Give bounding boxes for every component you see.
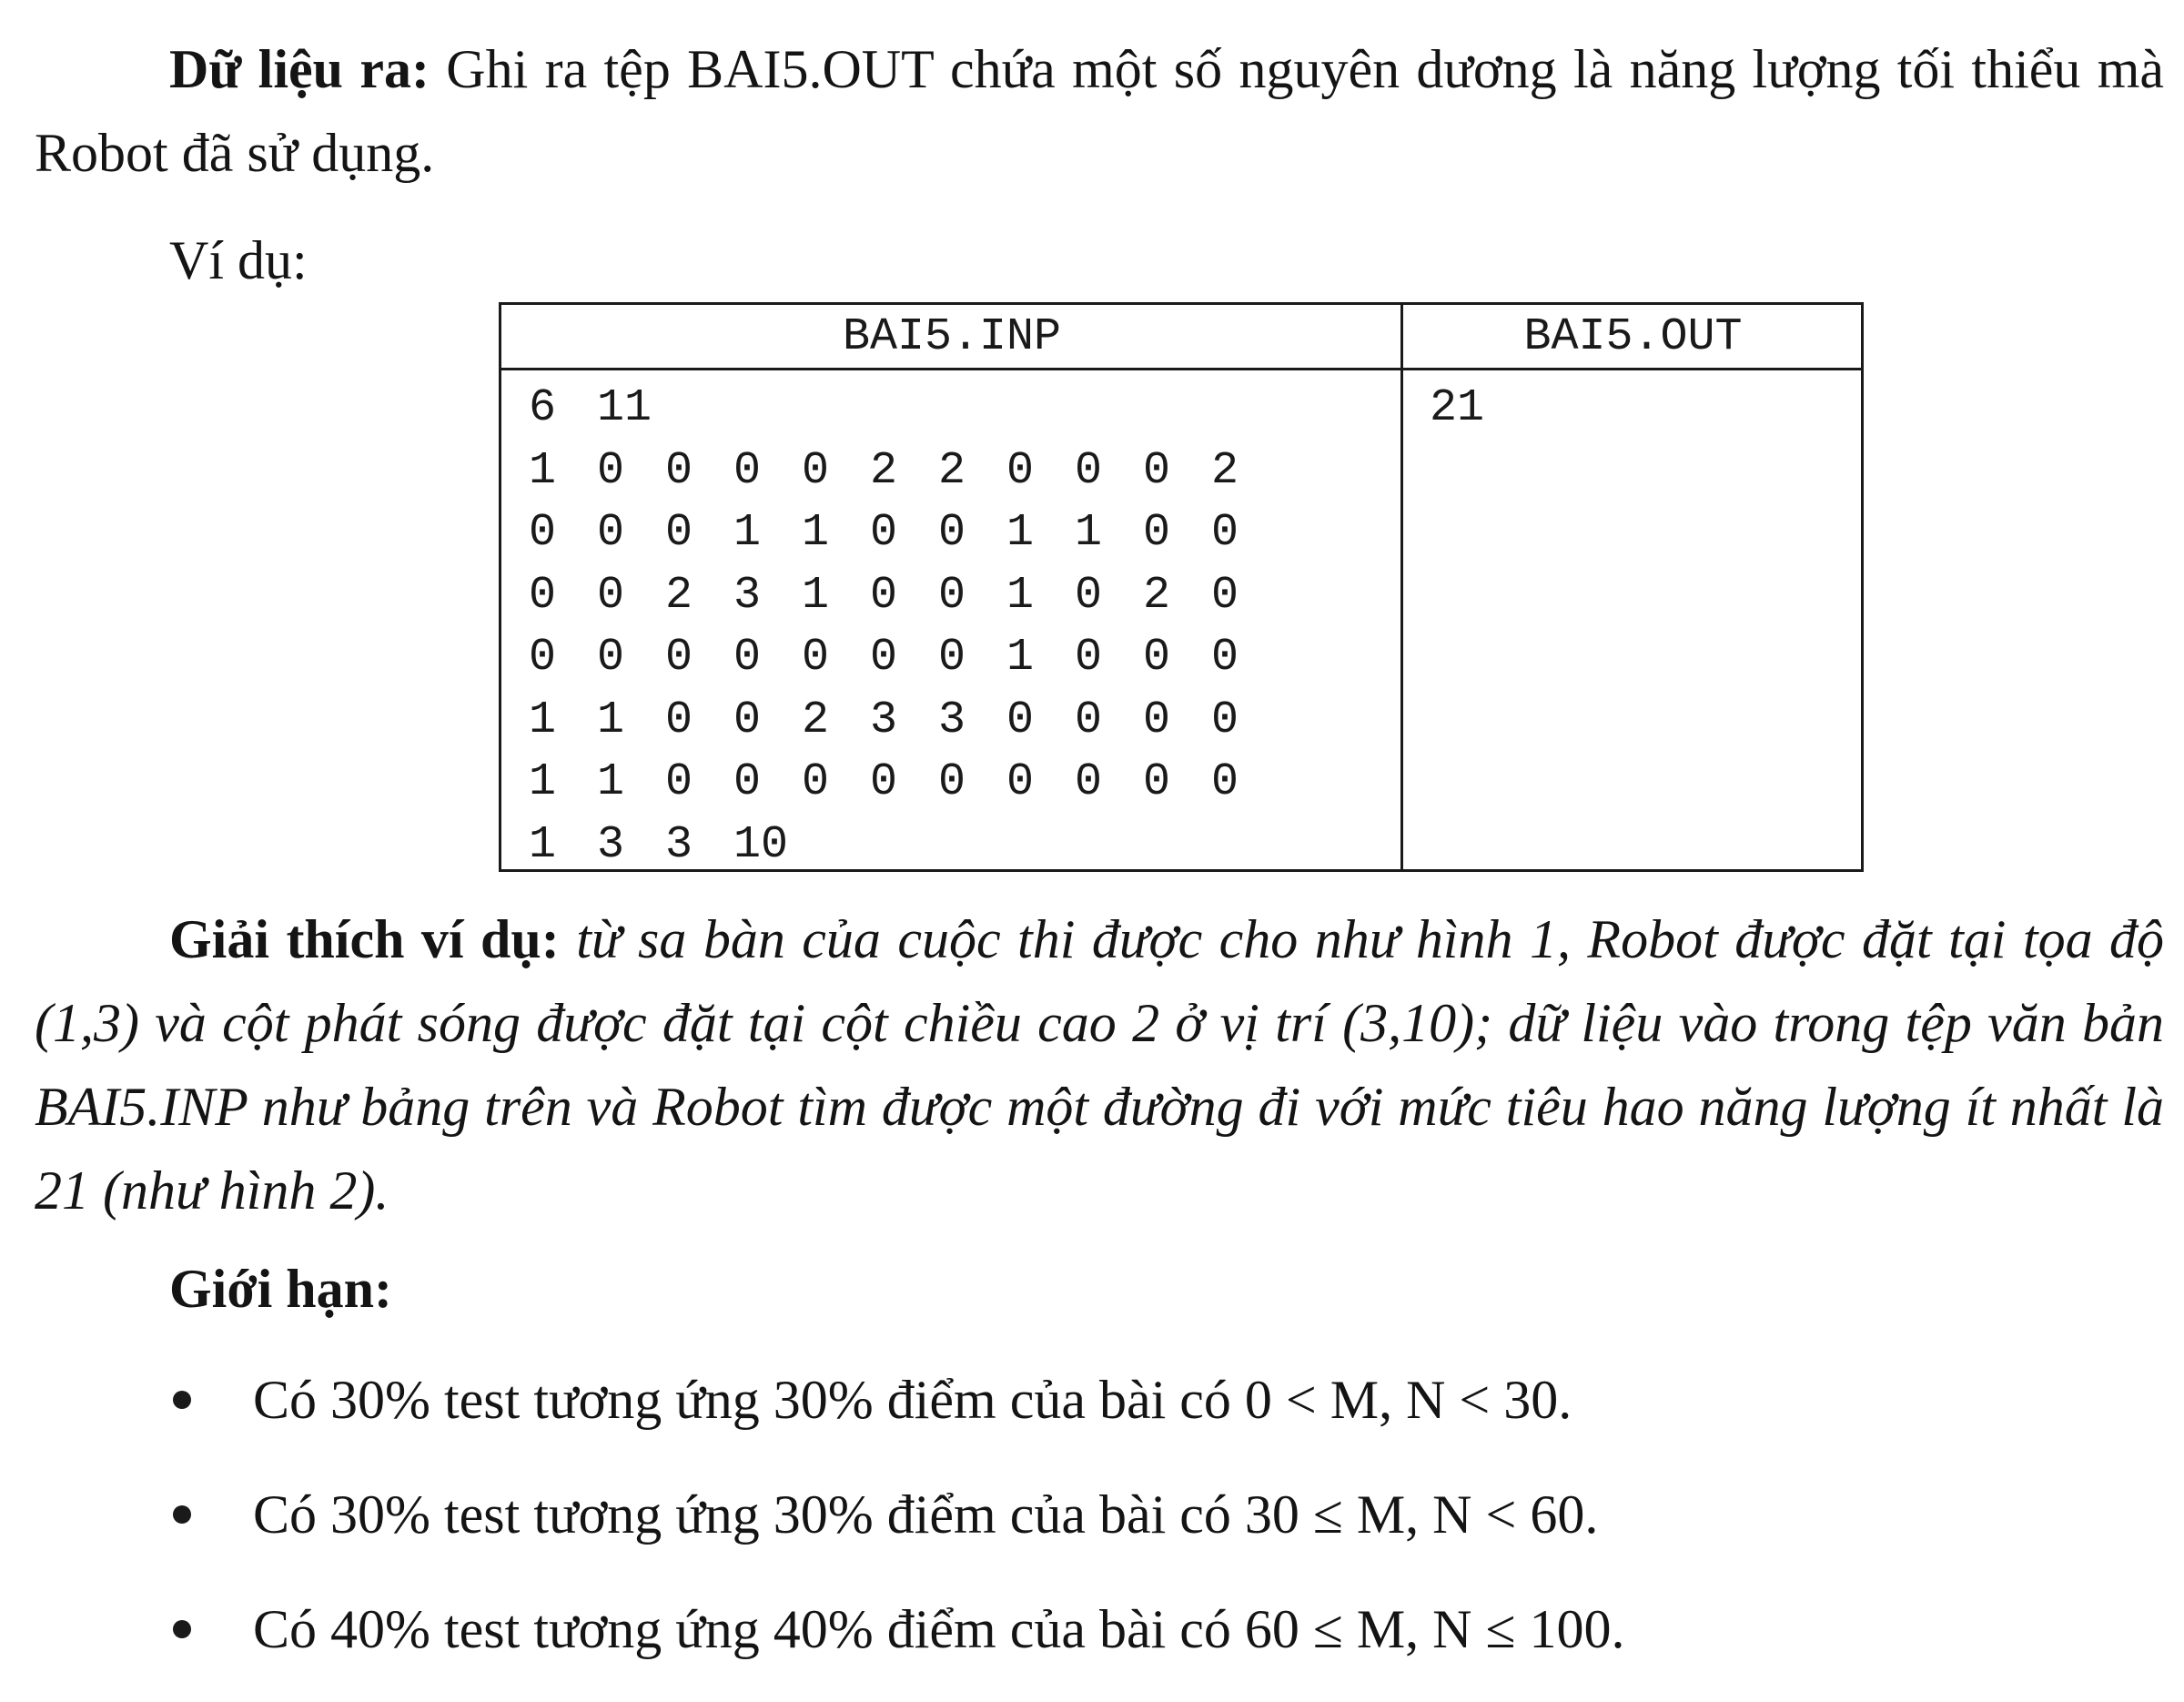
input-value: 1	[802, 507, 830, 559]
input-file-content	[529, 378, 1279, 876]
input-value: 0	[938, 756, 966, 808]
column-divider	[1400, 305, 1403, 869]
input-value: 0	[1075, 569, 1103, 622]
input-value: 1	[802, 569, 830, 622]
input-value: 3	[870, 694, 898, 746]
input-value: 1	[1075, 507, 1103, 559]
bullet-icon	[173, 1505, 191, 1524]
limit-text: Có 30% test tương ứng 30% điểm của bài có 0 < M, N < 30.	[253, 1370, 1572, 1430]
input-value: 0	[1006, 756, 1035, 808]
explanation-text: từ sa bàn của cuộc thi được cho như hình 1, Robot được đặt tại tọa độ (1,3) và cột phát sóng được đặt tại cột chiều cao 2 ở vị trí (3,10); dữ liệu vào trong tệp văn bản BAI5.INP như bảng trên và Robot tìm được một đường đi với mức tiêu hao năng lượng ít nhất là 21 (như hình 2).	[35, 909, 2165, 1221]
input-value: 0	[733, 444, 762, 497]
input-value: 2	[870, 444, 898, 497]
output-file-header: BAI5.OUT	[1402, 305, 1864, 370]
input-value: 0	[665, 756, 693, 808]
input-value: 0	[1075, 694, 1103, 746]
input-value: 0	[733, 694, 762, 746]
output-paragraph	[35, 27, 2164, 195]
input-value: 0	[665, 632, 693, 684]
input-value: 1	[1006, 632, 1035, 684]
input-value: 2	[802, 694, 830, 746]
input-value: 2	[1143, 569, 1171, 622]
bullet-icon	[173, 1620, 191, 1638]
input-value: 2	[938, 444, 966, 497]
input-line	[529, 378, 1279, 441]
input-value: 1	[1006, 569, 1035, 622]
input-value: 1	[529, 444, 557, 497]
input-value: 0	[665, 444, 693, 497]
input-value: 0	[870, 632, 898, 684]
input-value: 2	[1211, 444, 1239, 497]
input-line	[529, 815, 1279, 877]
input-value: 6	[529, 382, 557, 434]
input-line	[529, 690, 1279, 753]
output-label: Dữ liệu ra:	[169, 39, 430, 99]
input-value: 0	[802, 444, 830, 497]
input-value: 0	[802, 632, 830, 684]
input-line	[529, 752, 1279, 815]
input-value: 0	[1143, 632, 1171, 684]
input-value: 1	[529, 756, 557, 808]
input-value: 0	[938, 507, 966, 559]
input-value: 11	[597, 382, 652, 434]
input-value: 0	[1143, 694, 1171, 746]
explanation-paragraph	[35, 897, 2164, 1232]
input-value: 0	[870, 507, 898, 559]
input-value: 0	[1211, 694, 1239, 746]
limits-heading: Giới hạn:	[169, 1259, 392, 1319]
input-value: 3	[733, 569, 762, 622]
input-value: 0	[938, 632, 966, 684]
bullet-icon	[173, 1391, 191, 1409]
explanation-label: Giải thích ví dụ:	[169, 909, 560, 969]
input-value: 0	[733, 756, 762, 808]
input-value: 2	[665, 569, 693, 622]
input-value: 0	[1075, 756, 1103, 808]
input-value: 0	[1006, 444, 1035, 497]
input-value: 0	[938, 569, 966, 622]
input-value: 1	[529, 694, 557, 746]
input-value: 0	[870, 756, 898, 808]
input-value: 0	[802, 756, 830, 808]
input-value: 0	[1211, 632, 1239, 684]
input-value: 0	[529, 632, 557, 684]
input-value: 0	[1075, 632, 1103, 684]
limit-text: Có 30% test tương ứng 30% điểm của bài có 30 ≤ M, N < 60.	[253, 1484, 1599, 1545]
input-value: 0	[597, 632, 625, 684]
input-value: 0	[665, 507, 693, 559]
input-value: 0	[597, 444, 625, 497]
input-value: 0	[597, 507, 625, 559]
input-line	[529, 627, 1279, 690]
input-value: 0	[733, 632, 762, 684]
limit-text: Có 40% test tương ứng 40% điểm của bài có 60 ≤ M, N ≤ 100.	[253, 1599, 1625, 1659]
input-value: 0	[529, 569, 557, 622]
input-value: 0	[665, 694, 693, 746]
example-label: Ví dụ:	[169, 230, 308, 290]
example-table	[499, 302, 1864, 872]
input-line	[529, 441, 1279, 503]
input-value: 1	[597, 756, 625, 808]
output-description: Ghi ra tệp BAI5.OUT chứa một số nguyên dương là năng lượng tối thiểu mà Robot đã sử dụng.	[35, 39, 2165, 183]
input-value: 0	[1075, 444, 1103, 497]
input-value: 0	[1143, 756, 1171, 808]
output-file-content: 21	[1430, 382, 1485, 434]
input-value: 0	[870, 569, 898, 622]
input-value: 0	[1211, 756, 1239, 808]
input-value: 0	[1006, 694, 1035, 746]
input-value: 3	[665, 818, 693, 871]
input-value: 1	[529, 818, 557, 871]
input-value: 1	[1006, 507, 1035, 559]
input-value: 3	[597, 818, 625, 871]
input-value: 1	[733, 507, 762, 559]
input-line	[529, 565, 1279, 628]
input-line	[529, 502, 1279, 565]
input-value: 0	[1211, 569, 1239, 622]
input-value: 0	[1143, 444, 1171, 497]
input-value: 3	[938, 694, 966, 746]
input-value: 1	[597, 694, 625, 746]
input-value: 10	[733, 818, 789, 871]
input-file-header: BAI5.INP	[501, 305, 1402, 370]
input-value: 0	[529, 507, 557, 559]
input-value: 0	[1211, 507, 1239, 559]
input-value: 0	[1143, 507, 1171, 559]
input-value: 0	[597, 569, 625, 622]
